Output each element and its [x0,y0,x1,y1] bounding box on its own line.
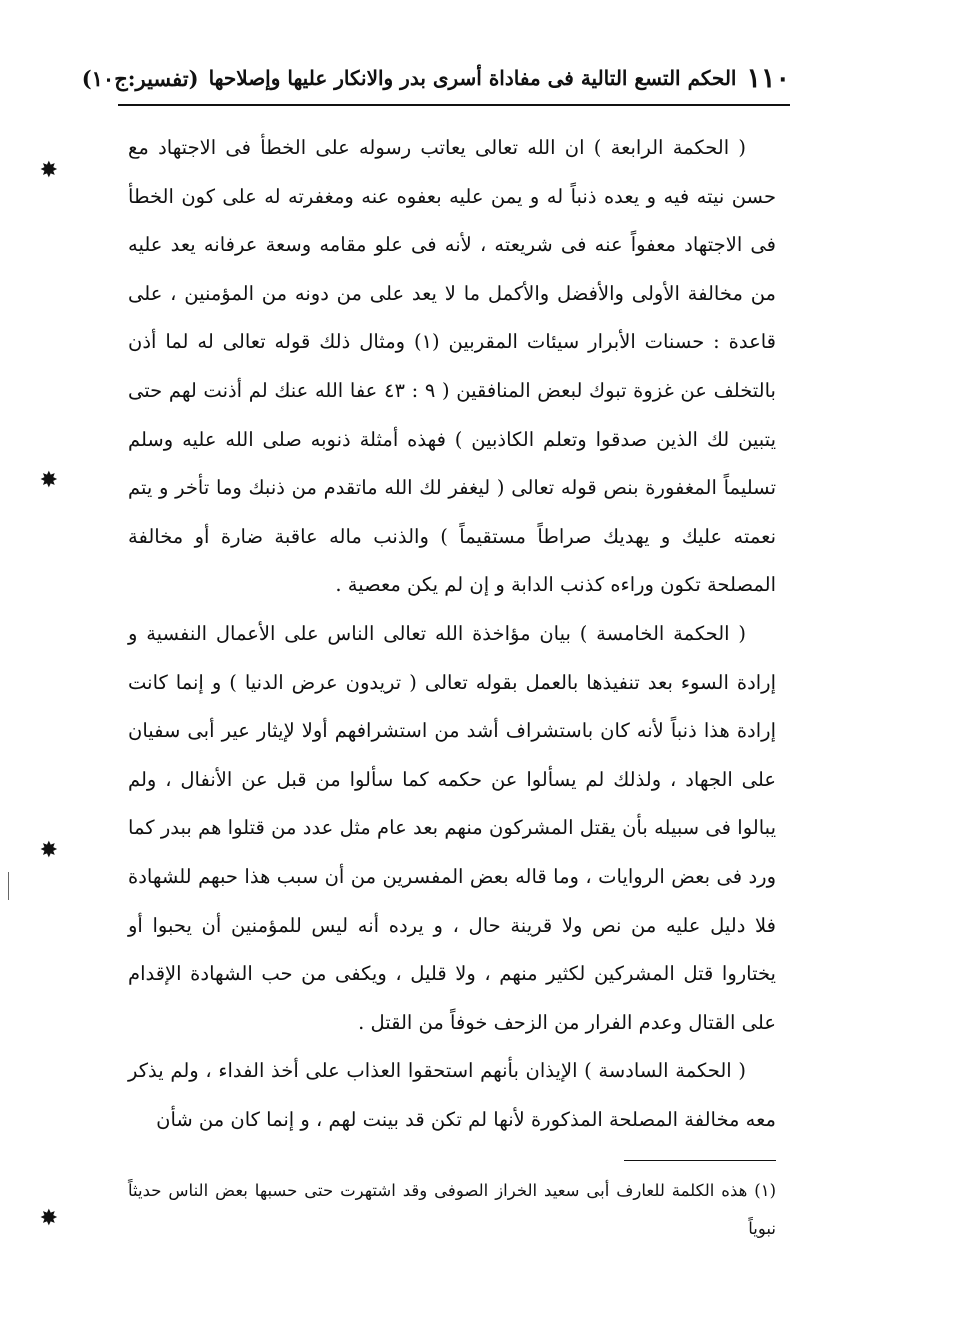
margin-bullet-icon: ✸ [39,1206,58,1231]
margin-bullet-icon: ✸ [39,158,58,183]
page-number: ١١٠ [746,62,790,94]
margin-mark [8,872,9,900]
body-text [128,124,776,1144]
footnote-divider [624,1160,776,1161]
paragraph-wisdom-5: ( الحكمة الخامسة ) بيان مؤاخذة الله تعالى الناس على الأعمال النفسية و إرادة السوء بعد تنفيذها بالعمل بقوله تعالى ( تريدون عرض الدنيا ) و إنما كانت إرادة هذا ذنباً لأنه كان باستشراف أشد من استشرافهم أولا لإيثار عير أبى سفيان على الجهاد ، ولذلك لم يسألوا عن حكمه كما سألوا من قبل عن الأنفال ، ولم يبالوا فى سبيله بأن يقتل المشركون منهم بعد عام مثل عدد من قتلوا هم ببدر كما ورد فى بعض الروايات ، وما قاله بعض المفسرين من أن سبب هذا حبهم للشهادة فلا دليل عليه من نص ولا قرينة حال ، و يرده أنه ليس للمؤمنين أن يحبوا أو يختاروا قتل المشركين لكثير منهم ، ولا قليل ، ويكفى من حب الشهادة الإقدام على القتال وعدم الفرار من الزحف خوفاً من القتل . [128,621,776,1034]
header-divider [118,104,790,106]
margin-bullet-icon: ✸ [39,838,58,863]
paragraph-wisdom-6: ( الحكمة السادسة ) الإيذان بأنهم استحقوا العذاب على أخذ الفداء ، ولم يذكر معه مخالفة المصلحة المذكورة لأنها لم تكن قد بينت لهم ، و إنما كان من شأن [128,1059,776,1131]
footnote: (١) هذه الكلمة للعارف أبى سعيد الخراز الصوفى وقد اشتهرت حتى حسبها بعض الناس حديثاً نبوياً [128,1181,776,1238]
running-title: الحكم التسع التالية فى مفاداة أسرى بدر والانكار عليها وإصلاحها [208,66,737,90]
page-header [81,58,790,98]
volume-reference: (تفسير:ج١٠) [81,65,199,91]
margin-bullet-icon: ✸ [39,468,58,493]
paragraph-wisdom-4: ( الحكمة الرابعة ) ان الله تعالى يعاتب رسوله على الخطأ فى الاجتهاد مع حسن نيته فيه و يعده ذنباً له و يمن عليه بعفوه عنه ومغفرته له على كون الخطأ فى الاجتهاد معفواً عنه فى شريعته ، لأنه فى علو مقامه وسعة عرفانه يعد عليه من مخالفة الأولى والأفضل والأكمل ما لا يعد على من دونه من المؤمنين ، على قاعدة : حسنات الأبرار سيئات المقربين (١) ومثال ذلك قوله تعالى له لما أذن بالتخلف عن غزوة تبوك لبعض المنافقين ( ٩ : ٤٣ عفا الله عنك لم أذنت لهم حتى يتبين لك الذين صدقوا وتعلم الكاذبين ) فهذه أمثلة ذنوبه صلى الله عليه وسلم تسليماً المغفورة بنص قوله تعالى ( ليغفر لك الله ماتقدم من ذنبك وما تأخر و يتم نعمته عليك و يهديك صراطاً مستقيماً ) والذنب ماله عاقبة ضارة أو مخالفة المصلحة تكون وراءه كذنب الدابة و إن لم يكن معصية . [128,136,776,597]
